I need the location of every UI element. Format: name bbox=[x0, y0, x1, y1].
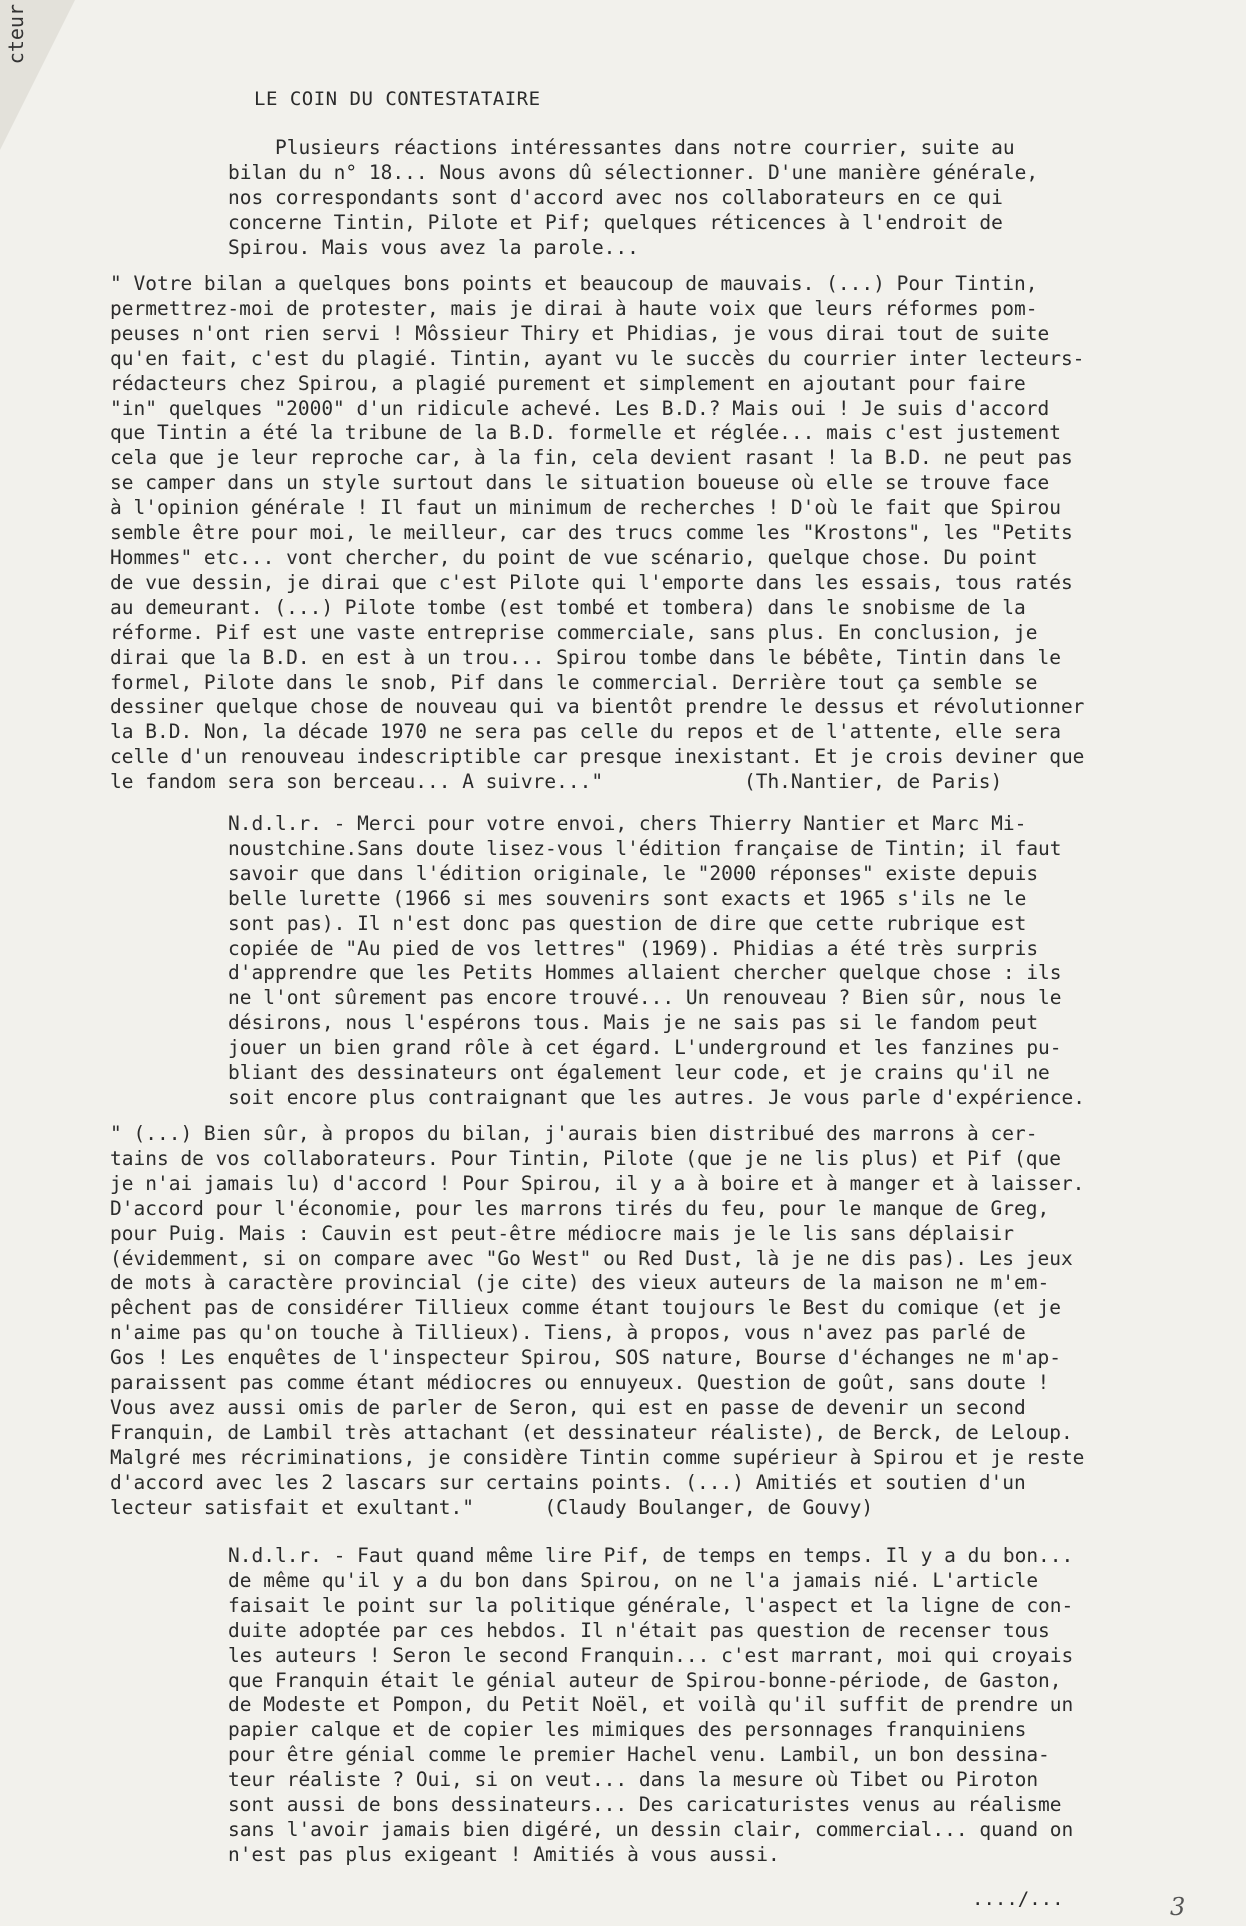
editor-reply-2: N.d.l.r. - Faut quand même lire Pif, de temps en temps. Il y a du bon... de même qu'il y a du bon dans Spirou, on ne l'a jamais nié. L'article faisait le point sur la politique générale, l'aspect et la ligne de con- duite adoptée par ces hebdos. Il n'était pas question de recenser tous les auteurs ! Seron le second Franquin... c'est marrant, moi qui croyais que Franquin était le génial auteur de Spirou-bonne-période, de Gaston, de Modeste et Pompon, du Petit Noël, et voilà qu'il suffit de prendre un papier calque et de copier les mimiques des personnages franquiniens pour être génial comme le premier Hachel venu. Lambil, un bon dessina- teur réaliste ? Oui, si on veut... dans la mesure où Tibet ou Piroton sont aussi de bons dessinateurs... Des caricaturistes venus au réalisme sans l'avoir jamais bien digéré, un dessin clair, commercial... quand on n'est pas plus exigeant ! Amitiés à vous aussi. bbox=[228, 1544, 1074, 1866]
corner-label: cteur bbox=[4, 4, 28, 65]
reader-letter-nantier: " Votre bilan a quelques bons points et beaucoup de mauvais. (...) Pour Tintin, permettrez-moi de protester, mais je dirai à haute voix que leurs réformes pom- peuses n'ont rien servi ! Môssieur Thiry et Phidias, je vous dirai tout de suite qu'en fait, c'est du plagié. Tintin, ayant vu le succès du courrier inter lecteurs- rédacteurs chez Spirou, a plagié purement et simplement en ajoutant pour faire "in" quelques "2000" d'un ridicule achevé. Les B.D.? Mais oui ! Je suis d'accord que Tintin a été la tribune de la B.D. formelle et réglée... mais c'est justement cela que je leur reproche car, à la fin, cela devient rasant ! la B.D. ne peut pas se camper dans un style surtout dans le situation boueuse où elle se trouve face à l'opinion générale ! Il faut un minimum de recherches ! D'où le fait que Spirou semble être pour moi, le meilleur, car des trucs comme les "Krostons", les "Petits Hommes" etc... vont chercher, du point de vue scénario, quelque chose. Du point de vue dessin, je dirai que c'est Pilote qui l'emporte dans les essais, tous ratés au demeurant. (...) Pilote tombe (est tombé et tombera) dans le snobisme de la réforme. Pif est une vaste entreprise commerciale, sans plus. En conclusion, je dirai que la B.D. en est à un trou... Spirou tombe dans le bébête, Tintin dans le formel, Pilote dans le snob, Pif dans le commercial. Derrière tout ça semble se dessiner quelque chose de nouveau qui va bientôt prendre le dessus et révolutionner la B.D. Non, la décade 1970 ne sera pas celle du repos et de l'attente, elle sera celle d'un renouveau indescriptible car presque inexistant. Et je crois deviner que le fandom sera son berceau... A suivre..." (Th.Nantier, de Paris) bbox=[110, 272, 1085, 794]
page-number: 3 bbox=[1170, 1893, 1186, 1921]
intro-paragraph: Plusieurs réactions intéressantes dans notre courrier, suite au bilan du n° 18... Nous avons dû sélectionner. D'une manière générale, nos correspondants sont d'accord avec nos collaborateurs en ce qui concerne Tintin, Pilote et Pif; quelques réticences à l'endroit de Spirou. Mais vous avez la parole... bbox=[228, 136, 1039, 259]
continued-marker: ..../... bbox=[972, 1888, 1064, 1910]
page-title: LE COIN DU CONTESTATAIRE bbox=[254, 88, 541, 110]
reader-letter-boulanger: " (...) Bien sûr, à propos du bilan, j'aurais bien distribué des marrons à cer- tains de vos collaborateurs. Pour Tintin, Pilote (que je ne lis plus) et Pif (que je n'ai jamais lu) d'accord ! Pour Spirou, il y a à boire et à manger et à laisser. D'accord pour l'économie, pour les marrons tirés du feu, pour le manque de Greg, pour Puig. Mais : Cauvin est peut-être médiocre mais je le lis sans déplaisir (évidemment, si on compare avec "Go West" ou Red Dust, là je ne dis pas). Les jeux de mots à caractère provincial (je cite) des vieux auteurs de la maison ne m'em- pêchent pas de considérer Tillieux comme étant toujours le Best du comique (et je n'aime pas qu'on touche à Tillieux). Tiens, à propos, vous n'avez pas parlé de Gos ! Les enquêtes de l'inspecteur Spirou, SOS nature, Bourse d'échanges ne m'ap- paraissent pas comme étant médiocres ou ennuyeux. Question de goût, sans doute ! Vous avez aussi omis de parler de Seron, qui est en passe de devenir un second Franquin, de Lambil très attachant (et dessinateur réaliste), de Berck, de Leloup. Malgré mes récriminations, je considère Tintin comme supérieur à Spirou et je reste d'accord avec les 2 lascars sur certains points. (...) Amitiés et soutien d'un lecteur satisfait et exultant." (Claudy Boulanger, de Gouvy) bbox=[110, 1122, 1085, 1519]
editor-reply-1: N.d.l.r. - Merci pour votre envoi, chers Thierry Nantier et Marc Mi- noustchine.Sans doute lisez-vous l'édition française de Tintin; il faut savoir que dans l'édition originale, le "2000 réponses" existe depuis belle lurette (1966 si mes souvenirs sont exacts et 1965 s'ils ne le sont pas). Il n'est donc pas question de dire que cette rubrique est copiée de "Au pied de vos lettres" (1969). Phidias a été très surpris d'apprendre que les Petits Hommes allaient chercher quelque chose : ils ne l'ont sûrement pas encore trouvé... Un renouveau ? Bien sûr, nous le désirons, nous l'espérons tous. Mais je ne sais pas si le fandom peut jouer un bien grand rôle à cet égard. L'underground et les fanzines pu- bliant des dessinateurs ont également leur code, et je crains qu'il ne soit encore plus contraignant que les autres. Je vous parle d'expérience. bbox=[228, 812, 1086, 1109]
